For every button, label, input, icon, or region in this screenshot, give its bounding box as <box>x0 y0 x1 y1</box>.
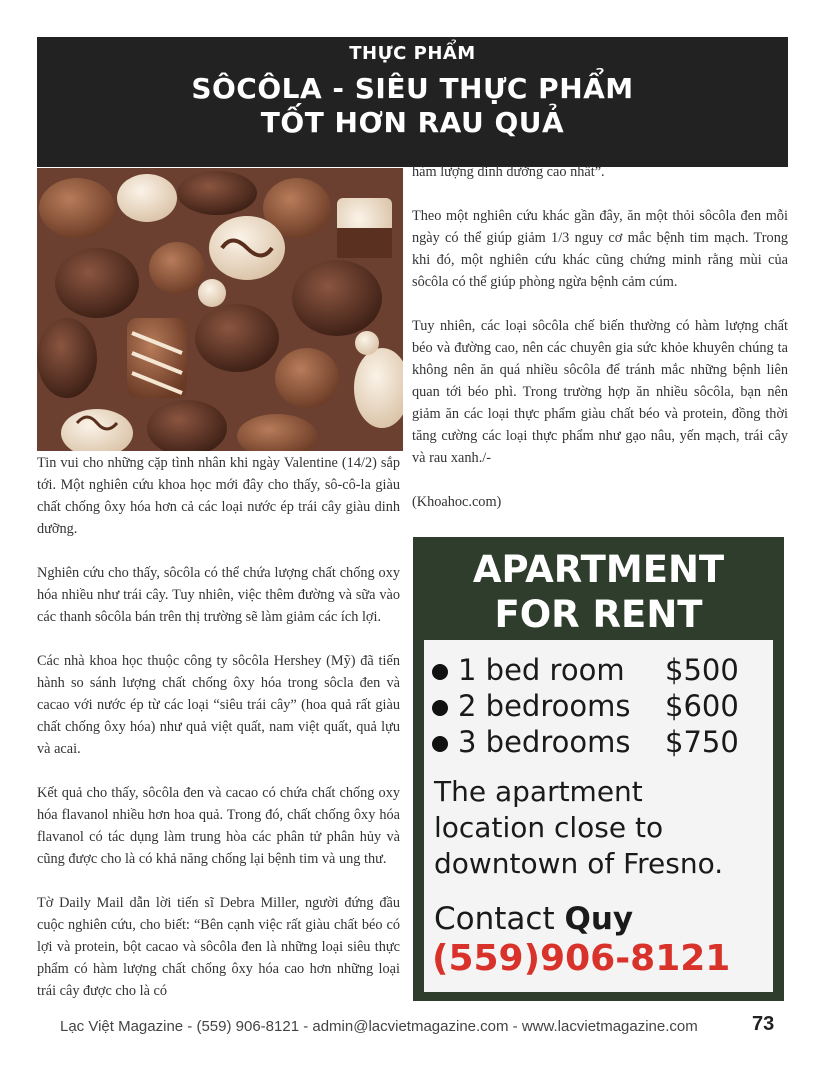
paragraph: Theo một nghiên cứu khác gần đây, ăn một thỏi sôcôla đen mỗi ngày có thể giúp giảm 1/3 nguy cơ mắc bệnh tim mạch. Trong khi đó, một nghiên cứu khác cũng chứng minh rằng mùi của sôcôla có thể giúp phòng ngừa bệnh cảm cúm. <box>412 208 788 290</box>
paragraph: hàm lượng dinh dưỡng cao nhất”. <box>412 164 605 180</box>
desc-line: location close to <box>434 811 664 844</box>
article-left-column <box>37 452 400 1024</box>
page-footer: Lạc Việt Magazine - (559) 906-8121 - admin@lacvietmagazine.com - www.lacvietmagazine.com <box>60 1018 698 1035</box>
contact-label: Contact <box>434 901 555 937</box>
bullet-icon <box>432 736 448 752</box>
ad-heading-line-2: FOR RENT <box>494 593 703 636</box>
ad-heading-line-1: APARTMENT <box>472 548 725 591</box>
desc-line: The apartment <box>434 775 643 808</box>
chocolate-photo <box>37 168 403 451</box>
bullet-icon <box>432 700 448 716</box>
contact-phone[interactable]: (559)906-8121 <box>432 938 731 979</box>
paragraph: Các nhà khoa học thuộc công ty sôcôla Hershey (Mỹ) đã tiến hành so sánh lượng chất chống ôxy hóa trong sôcla đen và cacao với nước ép từ các loại “siêu trái cây” (hoa quả rất giàu chất chống ôxy hóa) như quả việt quất, nam việt quất, quả lựu và acai. <box>37 653 400 757</box>
source-credit: (Khoahoc.com) <box>412 494 502 510</box>
unit-label: 3 bedrooms <box>458 725 631 759</box>
unit-row <box>424 652 773 688</box>
contact-name: Quy <box>564 901 634 937</box>
section-label: THỰC PHẨM <box>349 43 476 64</box>
unit-row <box>424 724 773 760</box>
ad-details-box <box>424 640 773 992</box>
desc-line: downtown of Fresno. <box>434 847 724 880</box>
chocolate-illustration <box>37 168 403 451</box>
paragraph: Nghiên cứu cho thấy, sôcôla có thể chứa lượng chất chống oxy hóa nhiều như trái cây. Tuy nhiên, việc thêm đường và sữa vào các thanh sôcôla bán trên thị trường sẽ làm giảm các ích lợi. <box>37 565 400 625</box>
unit-row <box>424 688 773 724</box>
ad-contact <box>424 900 773 938</box>
paragraph: Kết quả cho thấy, sôcôla đen và cacao có chứa chất chống oxy hóa flavanol nhiều hơn hoa quả. Trong đó, chất chống ôxy hóa flavanol có tác dụng làm trung hòa các phân tử phân hủy và cũng được cho là có khả năng chống lại bệnh tim và ung thư. <box>37 785 400 867</box>
unit-price: $750 <box>665 725 739 759</box>
unit-price: $500 <box>665 653 739 687</box>
page-number: 73 <box>752 1013 775 1035</box>
unit-label: 2 bedrooms <box>458 689 631 723</box>
bullet-icon <box>432 664 448 680</box>
paragraph: Tờ Daily Mail dẫn lời tiến sĩ Debra Miller, người đứng đầu cuộc nghiên cứu, cho biết: “Bên cạnh việc rất giàu chất béo có lợi và protein, bột cacao và sôcôla đen là những loại siêu thực phẩm có hàm lượng chất chống ôxy hóa cao hơn những loại trái cây được cho là có <box>37 895 400 999</box>
title-line-1: SÔCÔLA - SIÊU THỰC PHẨM <box>191 72 634 105</box>
unit-label: 1 bed room <box>458 653 625 687</box>
ad-description <box>424 774 773 882</box>
article-header <box>37 37 788 167</box>
apartment-ad <box>413 537 784 1001</box>
unit-price: $600 <box>665 689 739 723</box>
title-line-2: TỐT HƠN RAU QUẢ <box>260 106 565 139</box>
article-right-column <box>412 161 788 535</box>
article-title <box>37 72 788 140</box>
paragraph: Tuy nhiên, các loại sôcôla chế biến thường có hàm lượng chất béo và đường cao, nên các chuyên gia sức khỏe khuyên chúng ta không nên ăn quá nhiều sôcôla để tránh mắc những bệnh liên quan tới béo phì. Trong trường hợp ăn nhiều sôcôla, bạn nên giảm ăn các loại thực phẩm giàu chất béo và protein, đồng thời tăng cường các loại thực phẩm như gạo nâu, yến mạch, trái cây và rau xanh./- <box>412 318 788 466</box>
paragraph: Tin vui cho những cặp tình nhân khi ngày Valentine (14/2) sắp tới. Một nghiên cứu khoa học mới đây cho thấy, sô-cô-la giàu chất chống ôxy hóa hơn cả các loại nước ép trái cây giàu dinh dưỡng. <box>37 455 400 537</box>
